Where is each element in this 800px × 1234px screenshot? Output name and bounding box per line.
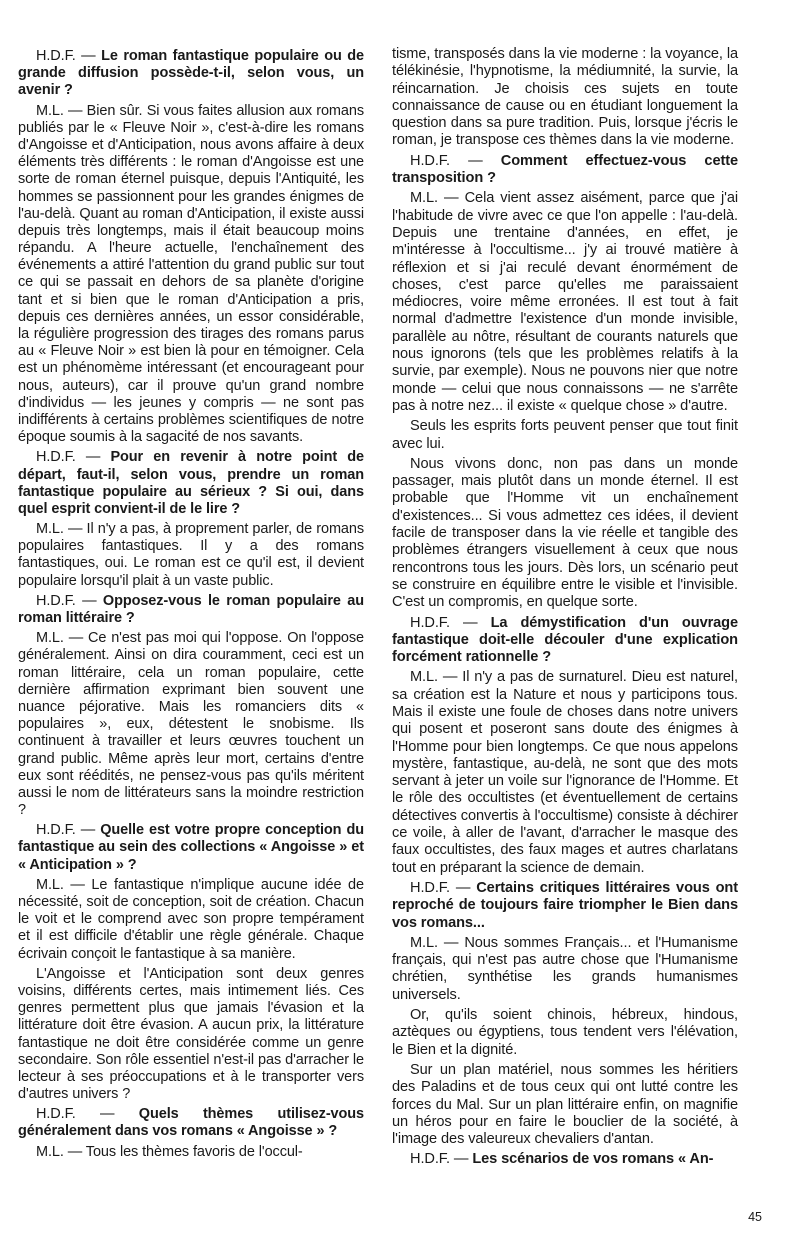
question-text: Les scénarios de vos romans « An- [472, 1151, 714, 1168]
interview-question [392, 153, 738, 188]
speaker-label: H.D.F. — [36, 1106, 139, 1123]
paragraph [392, 1007, 738, 1059]
body-text: Sur un plan matériel, nous sommes les héritiers des Paladins et de tous ceux qui ont lutté contre les forces du Mal. Sur un plan littéraire enfin, on magnifie un héros pour en faire le bouclier de la société, à l'image des valeureux chevaliers d'antan. [392, 1061, 738, 1148]
question-text: Pour en revenir à notre point de départ, faut-il, selon vous, prendre un roman fantastique populaire au sérieux ? Si oui, dans quel esprit convient-il de le lire ? [18, 449, 365, 517]
interview-question [18, 449, 364, 518]
interview-answer [18, 1144, 364, 1161]
speaker-label: M.L. — [410, 190, 465, 207]
body-text: Ce n'est pas moi qui l'oppose. On l'oppose généralement. Ainsi on dira couramment, ceci est un roman littéraire, cela un roman populaire, cette dernière affirmation exprimant bien souvent une nuance péjorative. Mais les romanciers dits « populaires », eux, détestent le snobisme. Ils continuent à travailler et leurs œuvres touchent un grand public. Même après leur mort, certains d'entre eux sont réédités, ne pensez-vous pas qu'ils méritent aussi le nom de littérateurs sans la moindre restriction ? [18, 630, 365, 819]
body-text: Bien sûr. Si vous faites allusion aux romans publiés par le « Fleuve Noir », c'est-à-dire les romans d'Angoisse et d'Anticipation, nous avons affaire à deux éléments très différents : le roman d'Angoisse est une sorte de roman éternel puisque, depuis l'Antiquité, les hommes se passionnent pour les grandes énigmes de l'au-delà. Quant au roman d'Anticipation, il existe aussi depuis très longtemps, mais il était beaucoup moins répandu. A l'heure actuelle, l'enchaînement des événements a attiré l'attention du grand public sur tout ce qui se passait en dehors de sa planète d'origine tant et si bien que le roman d'Anticipation a pris, depuis ces dernières années, un essor considérable, la régulière progression des tirages des romans parus au « Fleuve Noir » est bien là pour en témoigner. Cela est un phénomème intéressant (et encourageant pour nous, auteurs), car il prouve qu'un grand nombre d'individus — les jeunes y compris — ne sont pas indifférents à certains problèmes scientifiques de notre époque soumis à la sagacité de nos savants. [18, 102, 364, 446]
body-text: L'Angoisse et l'Anticipation sont deux genres voisins, différents certes, mais intimement liés. Ces genres permettent plus que jamais l'évasion et la littérature doit être évasion. A aucun prix, la littérature fantastique ne doit être considérée comme un genre secondaire. Son rôle essentiel n'est-il pas d'arracher le lecteur à ses préoccupations et à le transporter vers d'autres univers ? [18, 965, 364, 1103]
page-number: 45 [748, 1210, 762, 1224]
question-text: Certains critiques littéraires vous ont reproché de toujours faire triompher le Bien dans vos romans... [392, 879, 739, 931]
speaker-label: H.D.F. — [410, 879, 477, 896]
question-text: Quels thèmes utilisez-vous généralement dans vos romans « Angoisse » ? [18, 1106, 364, 1140]
body-text: Il n'y a pas, à proprement parler, de romans populaires fantastiques. Il y a des romans fantastiques, oui. Le roman est ce qu'il est, il devient populaire lorsqu'il plait à un vaste public. [18, 521, 365, 589]
speaker-label: H.D.F. — [36, 822, 101, 839]
interview-question [392, 615, 738, 667]
speaker-label: M.L. — [36, 1143, 86, 1160]
paragraph [392, 456, 738, 612]
body-text: Tous les thèmes favoris de l'occul- [85, 1143, 303, 1160]
body-text: Il n'y a pas de surnaturel. Dieu est naturel, sa création est la Nature et nous y participons tous. Mais il existe une foule de choses dans notre univers qui posent et poseront sans doute des énigmes à l'Homme pour bien longtemps. Ce que nous appelons mystère, fantastique, au-delà, ne sont que des mots servant à jeter un voile sur l'ignorance de l'Homme. Et le rôle des occultistes (et éventuellement de certains détectives convertis à l'occultisme) consiste à déchirer ce voile, à aller de l'avant, d'arracher le masque des faux occultistes, des faux mages et autres charlatans tout en préparant la science de demain. [392, 669, 739, 876]
text-column-left [18, 48, 364, 1164]
interview-question [18, 822, 364, 874]
body-text: Or, qu'ils soient chinois, hébreux, hindous, aztèques ou égyptiens, tous tendent vers l'élévation, le Bien et la dignité. [392, 1007, 738, 1058]
body-text: Le fantastique n'implique aucune idée de nécessité, soit de conception, soit de création. Chacun le voit et le comprend avec son propre tempérament et il est difficile d'établir une règle générale. Chaque écrivain conçoit le fantastique à sa manière. [18, 876, 364, 962]
speaker-label: M.L. — [36, 876, 92, 893]
interview-answer [18, 521, 364, 590]
speaker-label: H.D.F. — [36, 449, 111, 466]
speaker-label: M.L. — [36, 521, 87, 538]
paragraph [392, 418, 738, 453]
interview-answer [392, 669, 738, 877]
interview-answer [18, 630, 364, 819]
paragraph [18, 966, 364, 1104]
speaker-label: H.D.F. — [410, 614, 491, 631]
interview-question [18, 593, 364, 627]
body-text: Nous vivons donc, non pas dans un monde passager, mais plutôt dans un monde éternel. Il est probable que l'Homme vit un enchaînement d'existences... Si vous admettez ces idées, il devient facile de transposer dans la vie réelle et tangible des problèmes étrangers visuellement à ceux que nous rencontrons tous les jours. Dès lors, un scénario peut se construire en équilibre entre le visible et l'invisible. C'est un compromis, en quelque sorte. [392, 455, 738, 611]
question-text: Quelle est votre propre conception du fantastique au sein des collections « Angoisse » et « Anticipation » ? [18, 822, 365, 873]
interview-answer [392, 935, 738, 1004]
interview-question [392, 880, 738, 932]
speaker-label: M.L. — [36, 102, 87, 119]
interview-question [18, 1106, 364, 1140]
interview-answer [392, 190, 738, 415]
interview-answer [18, 877, 364, 963]
body-text: tisme, transposés dans la vie moderne : la voyance, la télékinésie, l'hypnotisme, la médiumnité, la survie, la réincarnation. Je choisis ces sujets en toute connaissance de cause ou en étudiant longuement la question dans sa pure tradition. Puis, lorsque j'écris le roman, je transpose ces thèmes dans la vie moderne. [392, 46, 738, 149]
paragraph [392, 46, 738, 150]
question-text: Le roman fantastique populaire ou de grande diffusion possède-t-il, selon vous, un avenir ? [18, 48, 364, 99]
speaker-label: H.D.F. — [36, 48, 102, 64]
body-text: Nous sommes Français... et l'Humanisme français, qui n'est pas autre chose que l'Humanisme chrétien, synthétise les grands humanismes universels. [392, 934, 738, 1003]
body-text: Cela vient assez aisément, parce que j'ai l'habitude de vivre avec ce que l'on appelle : l'au-delà. Depuis une trentaine d'années, en effet, je m'intéresse à l'occultisme... j'y ai trouvé matière à réflexion et si j'ai reculé devant énormément de choses, c'est parce qu'elles me paraissaient médiocres, voire même erronées. Il est tout à fait normal d'admettre l'existence d'un monde invisible, parallèle au nôtre, résultant de courants naturels que nous ignorons (tels que les problèmes relatifs à la survie, par exemple). Nous ne pouvons nier que notre monde — celui que nous connaissons — ne s'arrête pas à notre nez... il existe « quelque chose » d'autre. [392, 190, 738, 414]
question-text: Comment effectuez-vous cette transposition ? [392, 152, 739, 187]
text-column-right [392, 46, 738, 1172]
speaker-label: M.L. — [36, 630, 88, 647]
question-text: Opposez-vous le roman populaire au roman littéraire ? [18, 592, 364, 626]
speaker-label: M.L. — [410, 934, 465, 951]
interview-question [18, 48, 364, 100]
interview-question [392, 1151, 738, 1168]
speaker-label: H.D.F. — [410, 152, 501, 169]
paragraph [392, 1062, 738, 1148]
speaker-label: H.D.F. — [36, 592, 103, 609]
speaker-label: H.D.F. — [410, 1151, 473, 1168]
interview-answer [18, 103, 364, 447]
question-text: La démystification d'un ouvrage fantastique doit-elle découler d'une explication forcément rationnelle ? [392, 614, 739, 666]
speaker-label: M.L. — [410, 669, 463, 686]
body-text: Seuls les esprits forts peuvent penser que tout finit avec lui. [392, 418, 738, 452]
